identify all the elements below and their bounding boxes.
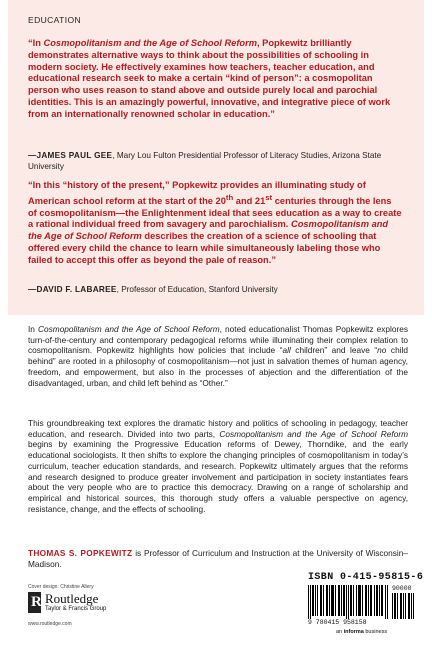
body1-text-c: children” and leave “ [290,345,378,356]
barcode-digits: 9 780415 958158 [308,619,367,626]
informa-brand: informa [343,629,364,635]
publisher-url: www.routledge.com [28,621,72,627]
publisher-name: Routledge [45,591,99,606]
body2-text-a: This groundbreaking text explores the dramatic history and politics of schooling in pedagogy, teacher education, and research. Divided into two parts, [28,418,408,439]
body2-text-b: begins by examining the Progressive Education reforms of Dewey, Thorndike, and the early educational sociologists. It then shifts to explore the changing principles of cosmopolitanism in today’s curriculum, teacher education standards, and research. Popkewitz ultimately argues that the reforms and research designed to produce greater involvement and participation in society instantiates fears about the very people who are to practice this democracy. Drawing on a range of scholarship and empirical and historical sources, this thorough study offers a valuable perspective on agency, resistance, change, and the effects of schooling. [28,439,408,514]
quote2-text-c: centuries through the lens of cosmopolitanism—the Enlightenment ideal that sees education as a way to create a rational individual freed from savagery and parochialism. [28,195,402,230]
endorsement-attribution-2 [28,285,406,296]
body2-title: Cosmopolitanism and the Age of School Reform [219,428,408,439]
body1-text-a: In [28,324,39,334]
endorsement-quote-1 [28,38,402,121]
cover-design-credit: Cover design: Christine Allery [28,584,94,590]
quote2-sup-st: st [265,192,273,202]
isbn-label: ISBN 0-415-95815-6 [308,572,424,583]
quote2-text-b: and 21 [233,195,266,206]
description-paragraph-1 [28,324,408,388]
body1-emph-all: all [282,345,291,356]
informa-prefix: an [336,629,344,635]
quote1-text-a: “In [28,38,44,48]
supplement-barcode [392,593,414,619]
logo-mark-letter: R [31,594,42,610]
description-paragraph-2 [28,418,408,514]
quote1-title: Cosmopolitanism and the Age of School Reform [43,38,257,48]
isbn-barcode [308,585,388,619]
author-bio [28,548,408,569]
quote2-text-d: describes the creation of a science of schooling that offered every child the chance to learn while simultaneously labeling those who failed to accept this offer as beyond the pale of reason.” [28,231,381,265]
quote1-text-b: , Popkewitz brilliantly demonstrates alternative ways to think about the possibilities of schooling in modern society. He effectively examines how teachers, teacher education, and educational research seek to make a certain “kind of person”: a cosmopolitan person who uses reason to stand above and outside purely local and parochial identities. This is an amazingly powerful, innovative, and integrative piece of work from an internationally renowned scholar in education.” [28,38,391,119]
barcode-supplement: 90000 [392,585,412,592]
informa-business-label [336,629,387,635]
quote2-text-a: “In this “history of the present,” Popkewitz provides an illuminating study of American school reform at the start of the 20 [28,180,366,206]
author-name: THOMAS S. POPKEWITZ [28,548,133,558]
endorsement-attribution-1 [28,151,406,172]
body1-emph-no: no [377,345,387,356]
quote2-title: Cosmopolitanism and the Age of School Reform [28,219,389,242]
quote2-sup-th: th [225,192,234,202]
body1-text-d: child behind” are rooted in a philosophy of cosmopolitanism—not just in salvation themes of human agency, freedom, and empowerment, but also in the processes of abjection and the differentiation of the disadvantaged, urban, and child left behind as “Other.” [28,345,409,388]
author-bio-text: is Professor of Curriculum and Instruction at the University of Wisconsin–Madison. [28,548,408,569]
body1-title: Cosmopolitanism and the Age of School Reform [38,324,220,334]
attribution1-name: —JAMES PAUL GEE [28,151,113,160]
attribution2-name: —DAVID F. LABAREE [28,285,117,294]
endorsement-quote-2 [28,180,402,267]
category-label: EDUCATION [28,15,82,25]
attribution2-title: , Professor of Education, Stanford University [116,285,278,294]
informa-suffix: business [363,629,388,635]
attribution1-title: , Mary Lou Fulton Presidential Professor of Literacy Studies, Arizona State University [28,151,382,171]
routledge-logo-icon [28,592,41,613]
publisher-group: Taylor & Francis Group [45,606,107,612]
body1-text-b: , noted educationalist Thomas Popkewitz explores turn-of-the-century and contemporary pedagogical reforms while illuminating their complex relation to cosmopolitanism. Popkewitz highlights how policies that include “ [28,324,408,356]
